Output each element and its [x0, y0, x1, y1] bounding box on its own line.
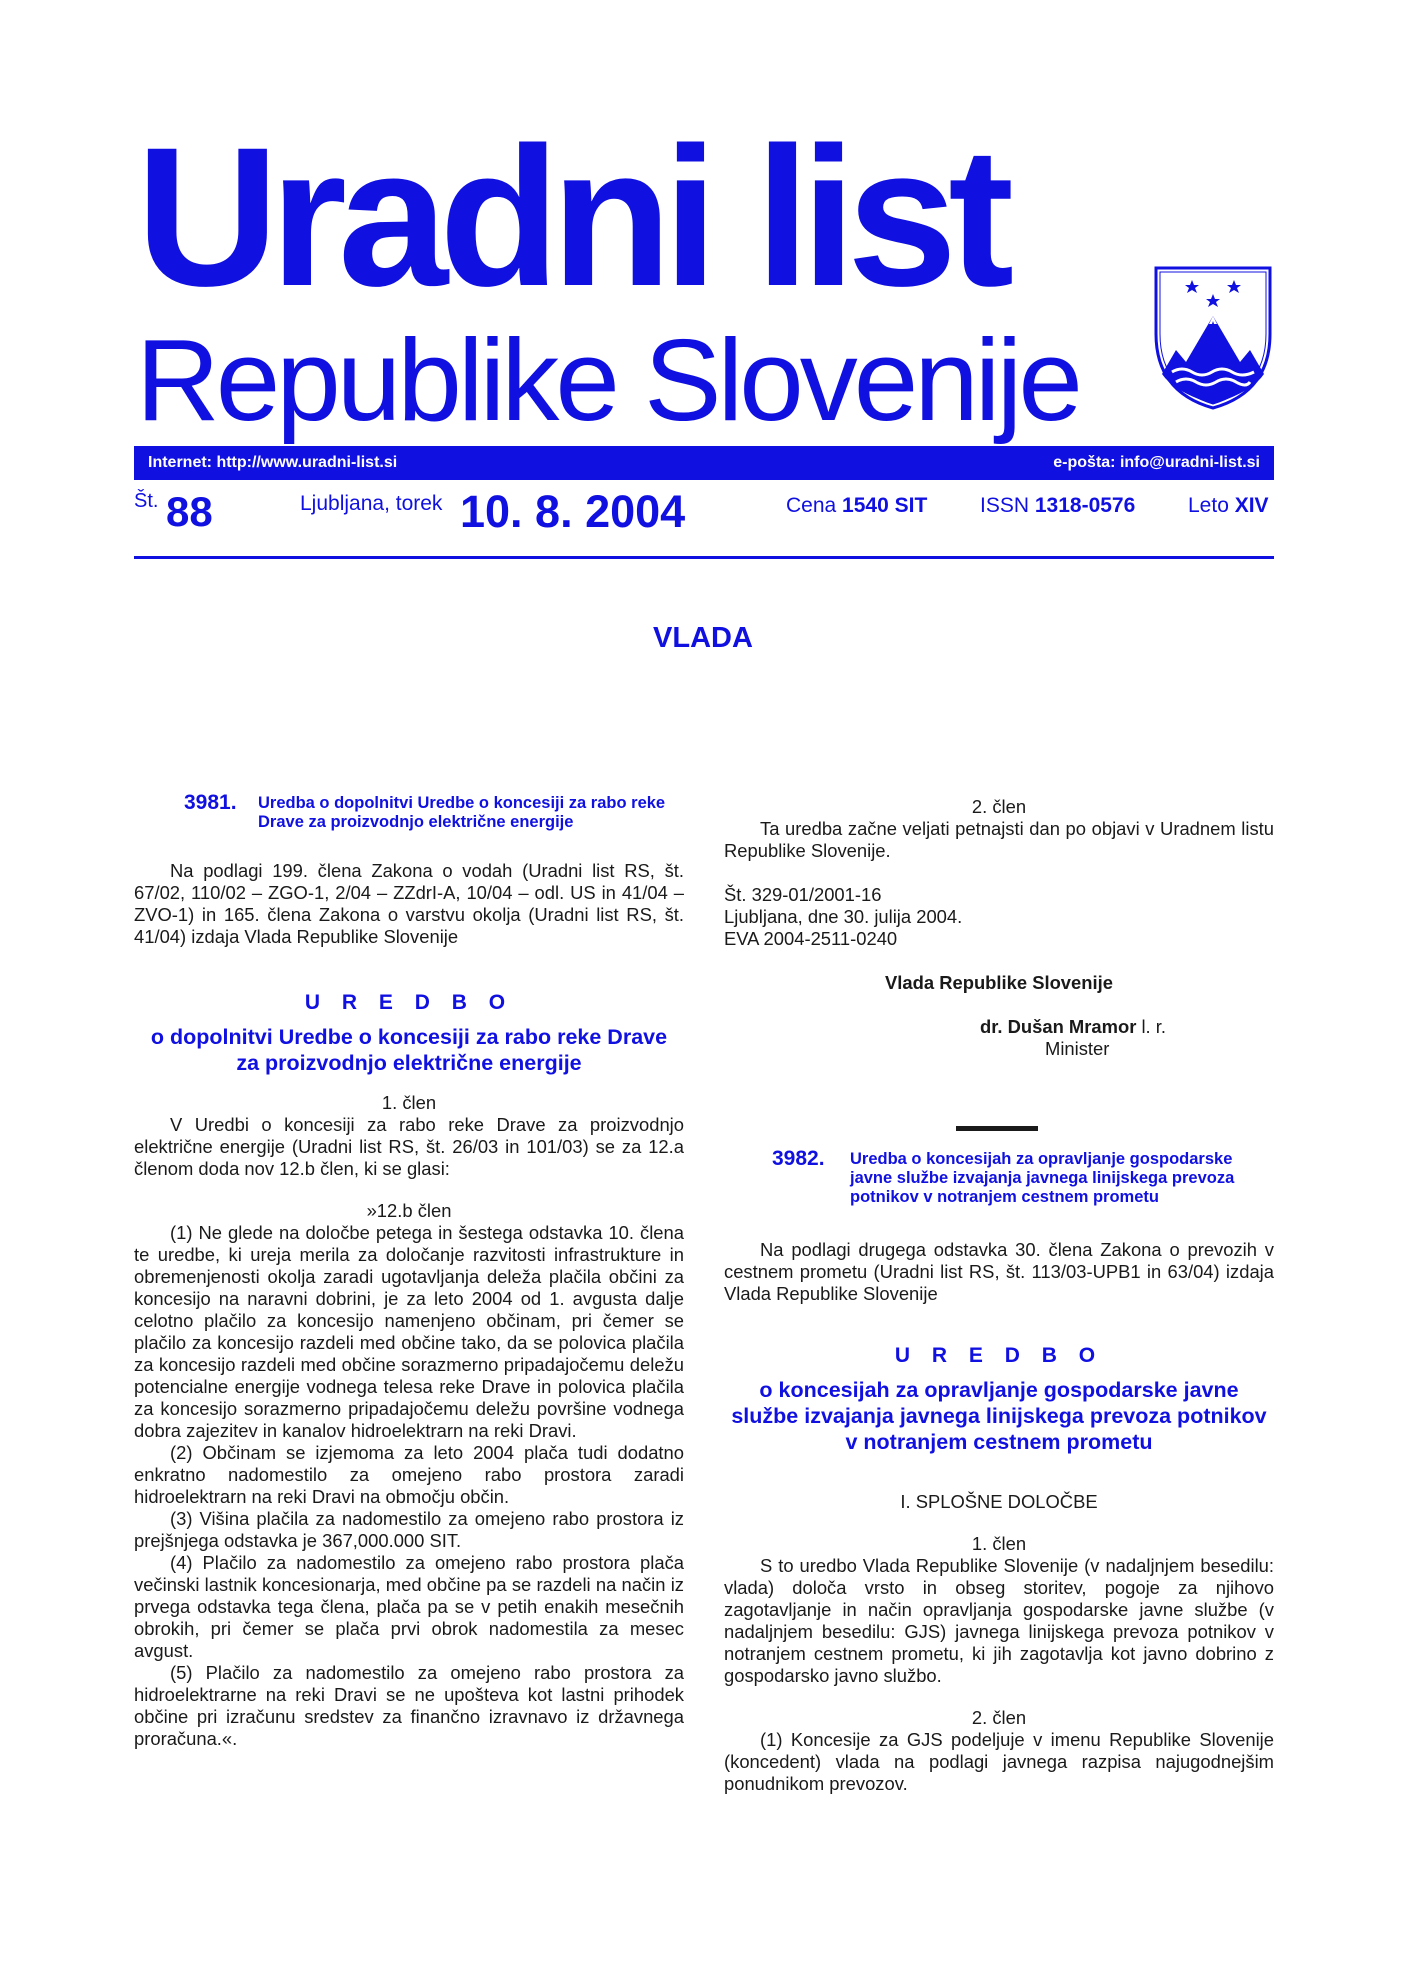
act-3981-paragraph-3: (3) Višina plačila za nadomestilo za omejeno rabo prostora iz prejšnjega odstavka je 367,000.000 SIT. — [134, 1508, 684, 1551]
act-3981-article-2-label: 2. člen — [971, 796, 1027, 817]
act-3981-article-12b-label: »12.b člen — [366, 1200, 452, 1221]
header-rule — [134, 556, 1274, 559]
act-3981-article-2-text: Ta uredba začne veljati petnajsti dan po objavi v Uradnem listu Republike Slovenije. — [724, 818, 1274, 861]
signer-suffix: l. r. — [1136, 1016, 1166, 1037]
issue-date: 10. 8. 2004 — [460, 486, 686, 537]
act-3981-reference-eva: EVA 2004-2511-0240 — [724, 928, 898, 949]
signer-role: Minister — [1045, 1038, 1110, 1059]
right-column — [724, 796, 1274, 1795]
act-3982-article-1-text: S to uredbo Vlada Republike Slovenije (v nadaljnjem besedilu: vlada) določa vrsto in obseg storitev, pogoje za njihovo zagotavljanje in način opravljanja gospodarske javne službe (v nadaljnjem besedilu: GJS) javnega linijskega prevoza potnikov v notranjem cestnem prometu, ki jih zagotavlja kot javno dobrino z gospodarsko javno službo. — [724, 1555, 1274, 1686]
act-3981-preamble: Na podlagi 199. člena Zakona o vodah (Uradni list RS, št. 67/02, 110/02 – ZGO-1, 2/04 – ZZdrI-A, 10/04 – odl. US in 41/04 – ZVO-1) in 165. člena Zakona o varstvu okolja (Uradni list RS, št. 41/04) izdaja Vlada Republike Slovenije — [134, 860, 684, 947]
act-3981-paragraph-2: (2) Občinam se izjemoma za leto 2004 plača tudi dodatno enkratno nadomestilo za omejeno rabo prostora zaradi hidroelektrarn na reki Dravi na območju občin. — [134, 1442, 684, 1507]
masthead-subtitle: Republike Slovenije — [136, 315, 1079, 445]
left-column — [134, 791, 684, 1750]
act-3981-paragraph-5: (5) Plačilo za nadomestilo za omejeno rabo prostora za hidroelektrarne na reki Dravi se ne upošteva kot lastni prihodek občine pri izračunu sredstev za finančno izravnavo iz državnega proračuna.«. — [134, 1662, 684, 1749]
act-3981-number: 3981. — [184, 791, 237, 814]
issue-info-row — [134, 486, 1274, 542]
act-3982-number: 3982. — [772, 1147, 825, 1170]
signer-line — [980, 1016, 1274, 1038]
signer-name: dr. Dušan Mramor — [980, 1016, 1137, 1037]
issue-place-day: Ljubljana, torek — [300, 492, 443, 515]
section-title: VLADA — [653, 622, 753, 654]
info-bar — [134, 446, 1274, 480]
act-3981-article-1-label: 1. člen — [381, 1092, 437, 1113]
slovenia-coat-of-arms-icon — [1152, 264, 1274, 412]
act-3981-reference-date: Ljubljana, dne 30. julija 2004. — [724, 906, 963, 927]
act-3981-article-1-text: V Uredbi o koncesiji za rabo reke Drave za proizvodnjo električne energije (Uradni list RS, št. 26/03 in 101/03) se za 12.a členom doda nov 12.b člen, ki se glasi: — [134, 1114, 684, 1179]
act-3982-subheading: o koncesijah za opravljanje gospodarske javne službe izvajanja javnega linijskega prevoza potnikov v notranjem cestnem prometu — [731, 1378, 1267, 1454]
email-link[interactable]: e-pošta: info@uradni-list.si — [1053, 454, 1260, 471]
issue-number-label: Št. — [134, 490, 159, 512]
act-3981-paragraph-4: (4) Plačilo za nadomestilo za omejeno rabo prostora plača večinski lastnik koncesionarja, med občine pa se razdeli na način iz prvega odstavka tega člena, plača pa se v petih enakih mesečnih obrokih, pri čemer se plača prvi obrok nadomestila za mesec avgust. — [134, 1552, 684, 1661]
act-3981-title[interactable]: Uredba o dopolnitvi Uredbe o koncesiji za rabo reke Drave za proizvodnjo električne energije — [258, 794, 666, 831]
issue-number: 88 — [166, 488, 213, 535]
act-3981-heading: U R E D B O — [304, 991, 514, 1014]
act-3982-article-2-text: (1) Koncesije za GJS podeljuje v imenu Republike Slovenije (koncedent) vlada na podlagi javnega razpisa najugodnejšim ponudnikom prevozov. — [724, 1729, 1274, 1794]
price-label: Cena — [786, 494, 837, 517]
price-value: 1540 SIT — [842, 494, 928, 517]
act-3981-reference-number: Št. 329-01/2001-16 — [724, 884, 882, 905]
act-3982-chapter: I. SPLOŠNE DOLOČBE — [900, 1491, 1098, 1512]
act-3982-header — [724, 1147, 1274, 1207]
year-label: Leto — [1188, 494, 1229, 517]
act-3982-article-2-label: 2. člen — [971, 1707, 1027, 1728]
masthead-title: Uradni list — [136, 106, 1006, 327]
act-3982-heading: U R E D B O — [894, 1344, 1104, 1367]
act-3982-title[interactable]: Uredba o koncesijah za opravljanje gospodarske javne službe izvajanja javnega linijskega prevoza potnikov v notranjem cestnem prometu — [850, 1150, 1235, 1206]
act-3981-subheading: o dopolnitvi Uredbe o koncesiji za rabo reke Drave za proizvodnjo električne energije — [150, 1025, 668, 1075]
internet-link[interactable]: Internet: http://www.uradni-list.si — [148, 454, 398, 471]
signer-body: Vlada Republike Slovenije — [885, 972, 1113, 993]
issn-label: ISSN — [980, 494, 1030, 517]
act-3982-preamble: Na podlagi drugega odstavka 30. člena Zakona o prevozih v cestnem prometu (Uradni list RS, št. 113/03-UPB1 in 63/04) izdaja Vlada Republike Slovenije — [724, 1239, 1274, 1304]
act-3982-article-1-label: 1. člen — [971, 1533, 1027, 1554]
year-value: XIV — [1234, 494, 1269, 517]
act-3981-paragraph-1: (1) Ne glede na določbe petega in šestega odstavka 10. člena te uredbe, ki ureja merila za določanje razvitosti infrastrukture in obremenjenosti okolja zaradi ugotavljanja deleža plačila občini za koncesijo na naravni dobrini, je za leto 2004 od 1. avgusta dalje celotno plačilo za koncesijo namenjeno občinam, pri čemer se plačilo za koncesijo razdeli med občine tako, da se polovica plačila za koncesijo razdeli med občine sorazmerno pripadajočemu deležu potencialne energije vodnega telesa reke Drave in polovica plačila za koncesijo sorazmerno pripadajočemu deležu površine vodnega dobra zajezitev in kanalov hidroelektrarn na reki Dravi. — [134, 1222, 684, 1441]
act-separator — [956, 1126, 1038, 1131]
issn-value: 1318-0576 — [1034, 494, 1136, 517]
act-3981-header — [134, 791, 684, 832]
